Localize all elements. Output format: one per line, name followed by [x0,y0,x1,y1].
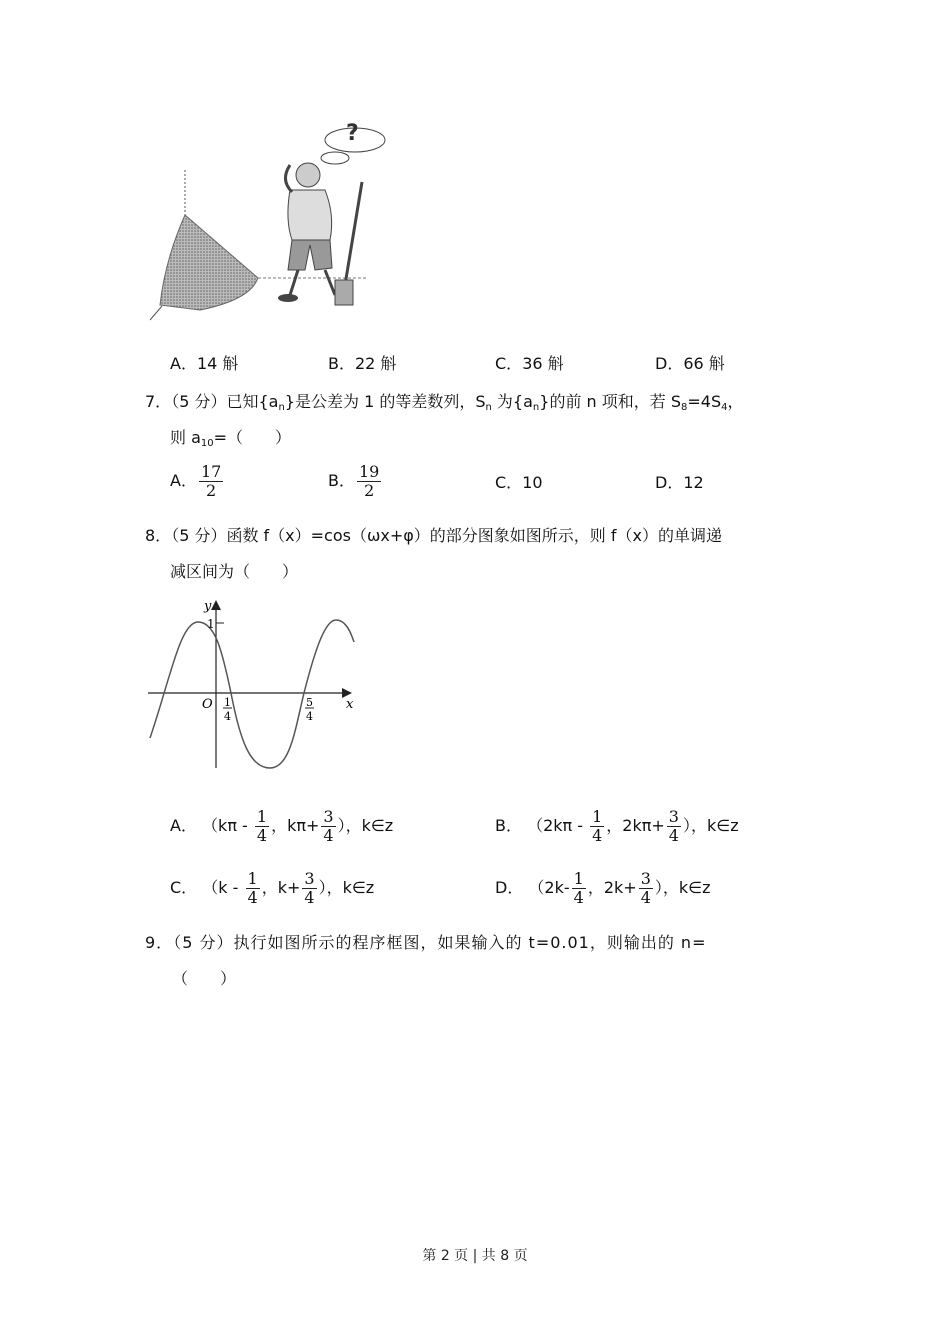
text: ），k∈z [318,878,375,897]
q8-option-d [495,870,711,907]
fraction [321,808,335,845]
fraction [639,870,653,907]
fraction [199,463,223,500]
denominator: 4 [573,888,584,907]
text: ，2kπ+ [606,816,665,835]
option-letter: A． [170,816,197,835]
option-letter: D． [655,473,684,492]
q7-stem-line2 [170,428,291,454]
q7-stem-line1 [145,392,744,418]
option-letter: C． [170,878,198,897]
x-tick-den: 4 [224,710,231,723]
text: （k - [202,878,244,897]
denominator: 2 [364,481,375,500]
fraction [572,870,586,907]
numerator: 17 [200,462,222,481]
fraction [357,463,381,500]
text: =4S [687,392,722,411]
numerator: 1 [247,869,258,888]
fraction [246,870,260,907]
text: ），k∈z [682,816,739,835]
option-letter: A． [170,354,197,373]
q7-option-d [655,473,704,493]
option-text: 36 斛 [522,354,564,373]
q7-option-c [495,473,543,493]
q8-option-b [495,808,739,845]
text: ），k∈z [337,816,394,835]
option-text: 10 [522,473,543,492]
text: （kπ - [202,816,253,835]
numerator: 3 [323,807,334,826]
svg-text:?: ? [346,121,359,146]
x-tick-num: 5 [306,696,313,709]
numerator: 3 [640,869,651,888]
text: ，kπ+ [271,816,320,835]
denominator: 4 [592,826,603,845]
text: ， [727,392,744,411]
fraction [302,870,316,907]
subscript: n [278,402,285,413]
subscript: 4 [721,402,728,413]
denominator: 4 [247,888,258,907]
option-letter: A． [170,471,197,490]
subscript: 8 [681,402,688,413]
q9-stem-line2 [172,969,236,989]
fraction [590,808,604,845]
subscript: n [485,402,492,413]
cone-pile-illustration [140,110,400,330]
option-letter: C． [495,473,523,492]
numerator: 1 [592,807,603,826]
x-axis-label: x [346,697,354,712]
numerator: 1 [256,807,268,826]
text: ），k∈z [654,878,711,897]
numerator: 3 [668,807,679,826]
text: （ ） [172,969,237,988]
numerator: 3 [304,869,315,888]
text: （5 分）已知{a [171,392,279,411]
q6-option-b [328,354,396,374]
numerator: 1 [573,869,584,888]
option-text: 22 斛 [354,354,397,373]
text: =（ ） [213,428,292,447]
text: （5 分）执行如图所示的程序框图，如果输入的 t=0.01，则输出的 n= [173,933,707,952]
text: ，2k+ [587,878,637,897]
text: （2k- [528,878,570,897]
text: ，k+ [261,878,301,897]
denominator: 4 [668,826,679,845]
option-letter: B． [495,816,522,835]
question-number: 9． [145,933,174,952]
q8-stem-line2 [170,562,298,582]
subscript: 10 [200,438,214,449]
denominator: 2 [206,481,217,500]
option-letter: D． [655,354,684,373]
text: 为{a [491,392,533,411]
x-tick-den: 4 [306,710,313,723]
fraction [667,808,681,845]
q6-option-c [495,354,564,374]
text: （5 分）函数 f（x）=cos（ωx+φ）的部分图象如图所示，则 f（x）的单调递 [171,526,722,545]
origin-label: O [202,697,213,712]
text: 则 a [170,428,201,447]
denominator: 4 [304,888,315,907]
option-letter: B． [328,471,355,490]
question-number: 8． [145,526,172,545]
text: }的前 n 项和，若 S [539,392,682,411]
denominator: 4 [256,826,268,845]
option-letter: B． [328,354,355,373]
q8-option-c [170,870,374,907]
text: 减区间为（ ） [170,562,299,581]
option-text: 12 [683,473,704,492]
q6-option-d [655,354,725,374]
q8-stem-line1 [145,526,722,546]
q9-stem-line1 [145,933,706,953]
option-letter: D． [495,878,524,897]
cosine-graph [140,590,370,780]
option-text: 14 斛 [196,354,239,373]
y-axis-label: y [204,599,212,614]
fraction [255,808,269,845]
question-number: 7． [145,392,172,411]
q6-option-a [170,354,238,374]
subscript: n [532,402,540,413]
q8-option-a [170,808,393,845]
x-tick-num: 1 [224,696,231,709]
page-footer: 第 2 页 | 共 8 页 [422,1248,528,1264]
text: （2kπ - [527,816,589,835]
y-tick-label: 1 [207,617,215,631]
q7-option-b [328,463,383,500]
option-text: 66 斛 [683,354,725,373]
denominator: 4 [323,826,334,845]
text: }是公差为 1 的等差数列，S [284,392,486,411]
numerator: 19 [358,462,380,481]
q7-option-a [170,463,225,500]
option-letter: C． [495,354,523,373]
denominator: 4 [640,888,651,907]
